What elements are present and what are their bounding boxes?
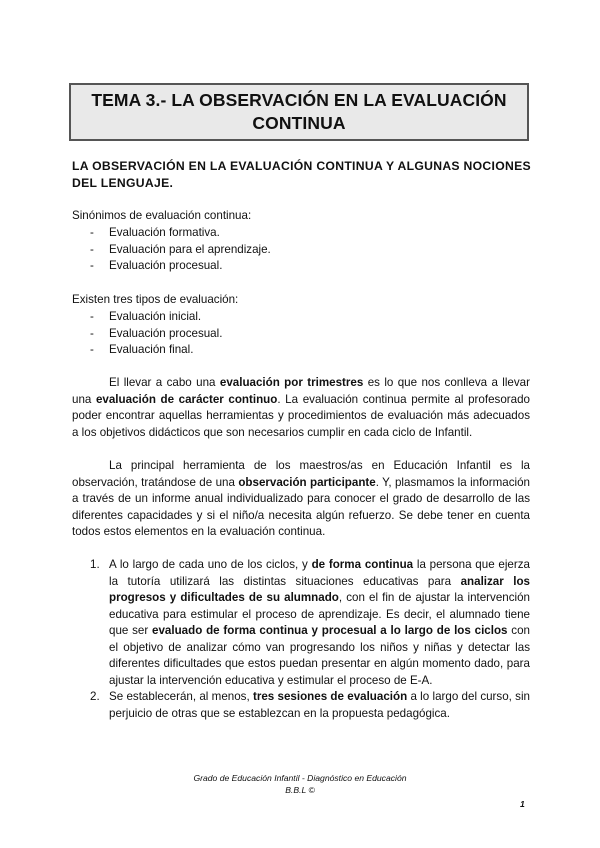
footer-course: Grado de Educación Infantil - Diagnóstico en Educación	[193, 773, 407, 783]
page-title: TEMA 3.- LA OBSERVACIÓN EN LA EVALUACIÓN CONTINUA	[91, 90, 507, 133]
paragraph-observation: La principal herramienta de los maestros/as en Educación Infantil es la observación, tratándose de una observación participante. Y, plasmamos la información a través de un informe anual individualizado para conocer el grado de desarrollo de las diferentes capacidades y si el niño/a necesita algún refuerzo. Se debe tener en cuenta todos estos elementos en la evaluación continua.	[72, 459, 530, 538]
numbered-item-1: 1. A lo largo de cada uno de los ciclos, y de forma continua la persona que ejerza la tutoría utilizará las distintas situaciones educativas para analizar los progresos y dificultades de su alumnado, con el fin de ajustar la intervención educativa para estimular el proceso de aprendizaje. Es decir, el alumnado tiene que ser evaluado de forma continua y procesual a lo largo de los ciclos con el objetivo de analizar cómo van progresando los niños y niñas y detectar las diferentes dificultades que estos puedan presentar en algún momento dado, para ajustar la intervención educativa y estimular el proceso de E-A.	[90, 558, 531, 687]
list-item: - Evaluación para el aprendizaje.	[90, 242, 271, 256]
list-item: - Evaluación procesual.	[90, 259, 223, 273]
title-box	[69, 83, 529, 141]
types-list	[72, 309, 530, 359]
numbered-item-2: 2. Se establecerán, al menos, tres sesiones de evaluación a lo largo del curso, sin perjuicio de otras que se establezcan en la propuesta pedagógica.	[90, 690, 530, 720]
footer-author: B.B.L ©	[285, 785, 315, 795]
synonyms-heading: Sinónimos de evaluación continua:	[72, 209, 252, 222]
numbered-list	[72, 557, 530, 722]
paragraph-evaluation: El llevar a cabo una evaluación por trimestres es lo que nos conlleva a llevar una evaluación de carácter continuo. La evaluación continua permite al profesorado poder encontrar aquellas herramientas y procedimientos de evaluación más adecuados a los objetivos didácticos que son necesarios cumplir en cada ciclo de Infantil.	[72, 376, 530, 439]
list-item: - Evaluación procesual.	[90, 326, 223, 340]
section-subtitle: LA OBSERVACIÓN EN LA EVALUACIÓN CONTINUA Y ALGUNAS NOCIONES DEL LENGUAJE.	[72, 159, 531, 190]
list-item: - Evaluación formativa.	[90, 226, 220, 239]
list-item: - Evaluación final.	[90, 343, 194, 357]
page-number: 1	[520, 799, 525, 809]
types-heading: Existen tres tipos de evaluación:	[72, 293, 239, 306]
list-item: - Evaluación inicial.	[90, 310, 202, 323]
synonyms-list	[72, 225, 530, 275]
